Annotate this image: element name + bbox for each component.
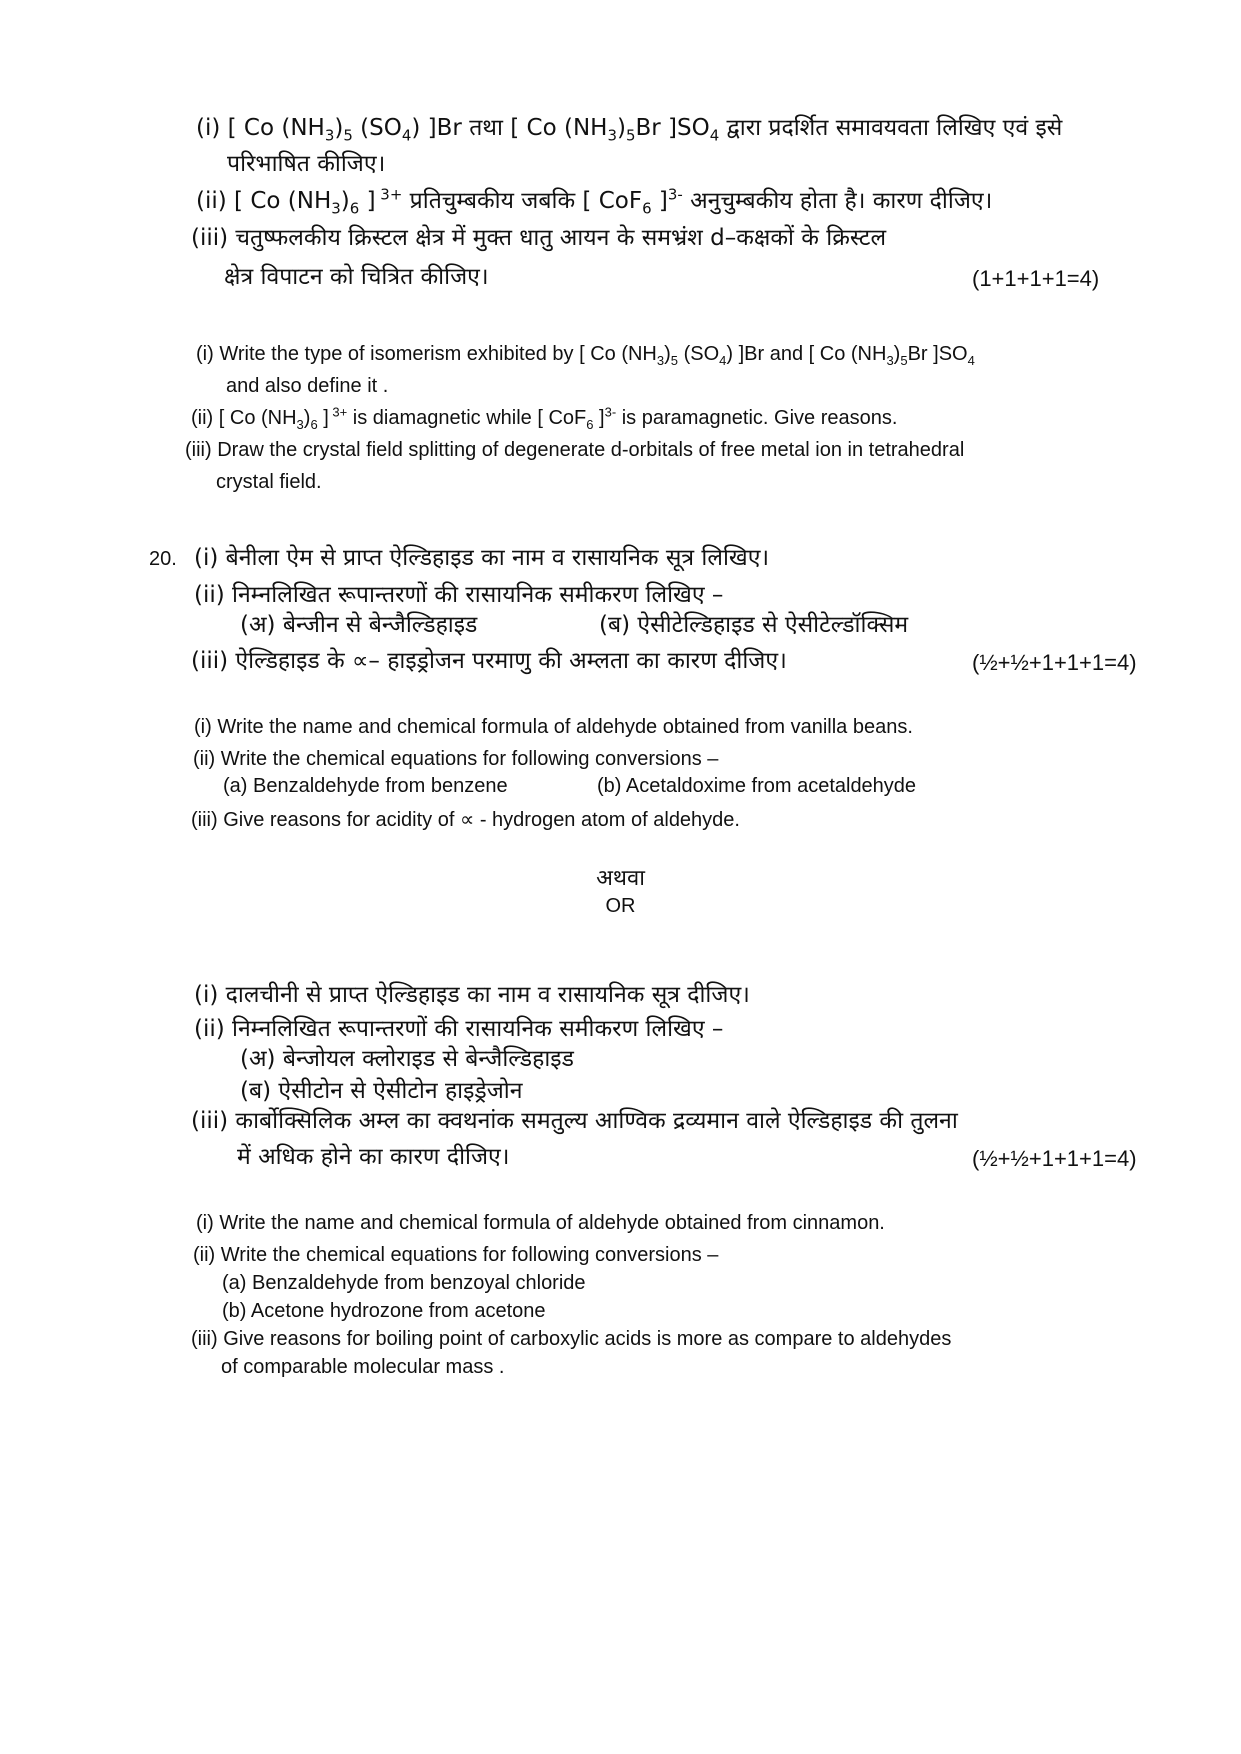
q20or-en-part-i: (i) Write the name and chemical formula of aldehyde obtained from cinnamon.	[196, 1212, 885, 1234]
q20-number: 20.	[149, 548, 177, 570]
q20or-hi-part-ii: (ii) निम्नलिखित रूपान्तरणों की रासायनिक समीकरण लिखिए –	[194, 1016, 724, 1042]
q20-hi-part-ii-b: (ब) ऐसीटेल्डिहाइड से ऐसीटेल्डॉक्सिम	[599, 612, 909, 638]
q20or-en-part-ii-b: (b) Acetone hydrozone from acetone	[222, 1300, 546, 1322]
or-english: OR	[605, 895, 636, 917]
q20or-hi-part-ii-a: (अ) बेन्जोयल क्लोराइड से बेन्जैल्डिहाइड	[240, 1046, 574, 1072]
q20-en-part-ii-b: (b) Acetaldoxime from acetaldehyde	[597, 775, 917, 797]
q20or-en-part-ii-a: (a) Benzaldehyde from benzoyal chloride	[222, 1272, 586, 1294]
q19-en-part-i: (i) Write the type of isomerism exhibited by [ Co $(NH_3)_5$ $(SO_4)$ ]Br and [ Co $(NH_3)_5Br$ ]$SO_4$	[196, 343, 975, 368]
q20-en-part-ii: (ii) Write the chemical equations for following conversions –	[193, 748, 719, 770]
q20-en-part-ii-a: (a) Benzaldehyde from benzene	[223, 775, 508, 797]
q20-en-part-iii: (iii) Give reasons for acidity of ∝ - hydrogen atom of aldehyde.	[191, 809, 740, 831]
q19-hi-part-ii: (ii) [ Co $(NH_3)_6$ ] $^{3+}$ प्रतिचुम्बकीय जबकि [ CoF$_6$ ]$^{3-}$ अनुचुम्बकीय होता है। कारण दीजिए।	[196, 185, 993, 218]
q19-en-part-ii: (ii) [ Co $(NH_3)_6$ ] $^{3+}$ is diamagnetic while [ CoF$_6$ ]$^{3-}$ is paramagnetic. Give reasons.	[191, 404, 898, 432]
or-hindi: अथवा	[596, 866, 645, 891]
q19-hi-part-i-cont: परिभाषित कीजिए।	[227, 151, 386, 177]
q20or-hi-part-iii: (iii) कार्बोक्सिलिक अम्ल का क्वथनांक समतुल्य आण्विक द्रव्यमान वाले ऐल्डिहाइड की तुलना	[191, 1108, 958, 1134]
q20-marks: (½+½+1+1+1=4)	[972, 650, 1137, 675]
q20-en-part-i: (i) Write the name and chemical formula of aldehyde obtained from vanilla beans.	[194, 716, 913, 738]
q20or-hi-part-iii-cont: में अधिक होने का कारण दीजिए।	[237, 1144, 510, 1170]
q20-hi-part-i: (i) बेनीला ऐम से प्राप्त ऐल्डिहाइड का नाम व रासायनिक सूत्र लिखिए।	[194, 545, 770, 571]
q20or-marks: (½+½+1+1+1=4)	[972, 1146, 1137, 1171]
q20or-hi-part-ii-b: (ब) ऐसीटोन से ऐसीटोन हाइड्रेजोन	[240, 1078, 523, 1104]
q19-hi-part-iii-cont: क्षेत्र विपाटन को चित्रित कीजिए।	[224, 264, 489, 290]
q20-hi-part-ii-a: (अ) बेन्जीन से बेन्जैल्डिहाइड	[240, 612, 478, 638]
q20or-en-part-ii: (ii) Write the chemical equations for following conversions –	[193, 1244, 719, 1266]
q20or-en-part-iii-cont: of comparable molecular mass .	[221, 1356, 505, 1378]
q20or-en-part-iii: (iii) Give reasons for boiling point of carboxylic acids is more as compare to aldehydes	[191, 1328, 952, 1350]
q20or-hi-part-i: (i) दालचीनी से प्राप्त ऐल्डिहाइड का नाम व रासायनिक सूत्र दीजिए।	[194, 982, 750, 1008]
q19-en-part-i-cont: and also define it .	[226, 375, 389, 397]
q20-hi-part-iii: (iii) ऐल्डिहाइड के ∝– हाइड्रोजन परमाणु की अम्लता का कारण दीजिए।	[191, 648, 787, 674]
q19-hi-part-i: (i) [ Co $(NH_3)_5$ $(SO_4)$ ]Br तथा [ Co $(NH_3)_5Br$ ]$SO_4$ द्वारा प्रदर्शित समावयवता लिखिए एवं इसे	[196, 115, 1063, 145]
q19-en-part-iii: (iii) Draw the crystal field splitting of degenerate d-orbitals of free metal ion in tetrahedral	[185, 439, 965, 461]
q19-en-part-iii-cont: crystal field.	[216, 471, 322, 493]
q20-hi-part-ii: (ii) निम्नलिखित रूपान्तरणों की रासायनिक समीकरण लिखिए –	[194, 582, 724, 608]
q19-hi-part-iii: (iii) चतुष्फलकीय क्रिस्टल क्षेत्र में मुक्त धातु आयन के समभ्रंश d–कक्षकों के क्रिस्टल	[191, 225, 887, 251]
q19-marks: (1+1+1+1=4)	[972, 266, 1100, 291]
